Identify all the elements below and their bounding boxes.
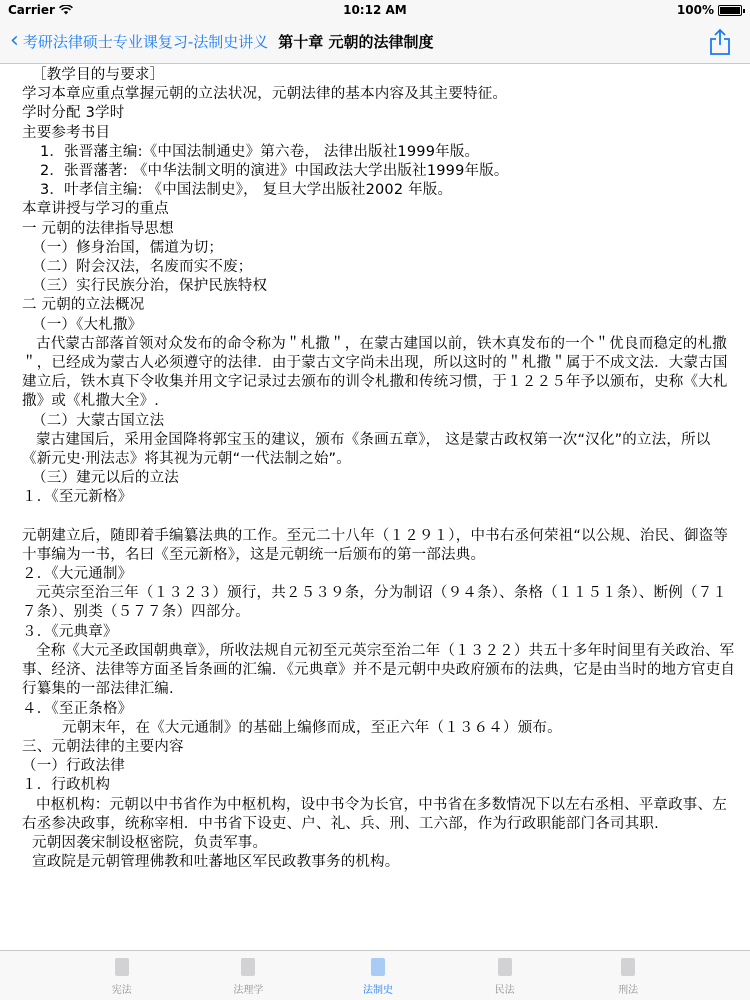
- text-line: １．《至元新格》: [22, 489, 133, 506]
- text-line: 元朝末年，在《大元通制》的基础上编修而成，至正六年（１３６４）颁布。: [62, 719, 562, 736]
- text-line: １．行政机构: [22, 777, 111, 794]
- tab-label: 法理学: [233, 985, 264, 996]
- tab-criminal-law[interactable]: [616, 955, 640, 1000]
- tab-civil-law[interactable]: [493, 955, 517, 1000]
- tab-constitution[interactable]: [110, 955, 134, 1000]
- back-button-label: 考研法律硕士专业课复习-法制史讲义: [22, 33, 269, 51]
- share-icon[interactable]: [708, 28, 732, 56]
- tab-label: 宪法: [111, 985, 132, 996]
- tab-jurisprudence[interactable]: [233, 955, 263, 1000]
- text-paragraph: 蒙古建国后，采用金国降将郭宝玉的建议，颁布《条画五章》， 这是蒙古政权第一次“汉化”的立法，所以《新元史·刑法志》将其视为元朝“一代法制之始”。: [22, 431, 711, 468]
- book-icon: [110, 955, 134, 979]
- battery-fill: [720, 7, 740, 14]
- status-right: [677, 3, 742, 17]
- text-line: ４．《至正条格》: [22, 700, 133, 717]
- status-time: 10:12 AM: [343, 3, 407, 17]
- text-line: 1．张晋藩主编:《中国法制通史》第六卷， 法律出版社1999年版。: [40, 143, 480, 160]
- tab-label: 刑法: [618, 985, 639, 996]
- book-icon: [616, 955, 640, 979]
- text-line: （一）修身治国，儒道为切；: [32, 239, 224, 256]
- text-line: 二 元朝的立法概况: [22, 297, 145, 314]
- battery-icon: [718, 5, 742, 16]
- text-line: （二）附会汉法，名废而实不废；: [32, 259, 253, 276]
- text-line: 三、元朝法律的主要内容: [22, 738, 184, 755]
- text-line: ［教学目的与要求］: [32, 67, 165, 83]
- chevron-left-icon: ‹: [10, 27, 19, 53]
- text-line: 2．张晋藩著: 《中华法制文明的演进》中国政法大学出版社1999年版。: [40, 163, 509, 180]
- text-line: 本章讲授与学习的重点: [22, 201, 169, 218]
- tab-legal-history[interactable]: [363, 955, 393, 1000]
- text-line: 3．叶孝信主编: 《中国法制史》， 复旦大学出版社2002 年版。: [40, 182, 453, 199]
- text-line: 主要参考书目: [22, 124, 111, 141]
- text-paragraph: 元朝建立后，随即着手编纂法典的工作。至元二十八年（１２９１），中书右丞何荣祖“以公规、治民、御盗等十事编为一书，名曰《至元新格》，这是元朝统一后颁布的第一部法典。: [22, 527, 729, 563]
- wifi-icon: [59, 5, 73, 15]
- text-line: （一）行政法律: [22, 758, 125, 775]
- status-left: [8, 3, 73, 17]
- spacer: [22, 508, 736, 527]
- text-paragraph: 古代蒙古部落首领对众发布的命令称为＂札撒＂，在蒙古建国以前，铁木真发布的一个＂优良而稳定的札撒＂，已经成为蒙古人必须遵守的法律．由于蒙古文字尚未出现，所以这时的＂札撒＂属于不成文法．大蒙古国建立后，铁木真下令收集并用文字记录过去颁布的训令札撒和传统习惯，于１２２５年予以颁布，史称《大札撒》或《札撒大全》.: [22, 335, 728, 410]
- page-title: 第十章 元朝的法律制度: [278, 33, 434, 51]
- tab-label: 法制史: [362, 985, 393, 996]
- tab-label: 民法: [494, 985, 515, 996]
- navigation-bar: [0, 20, 750, 64]
- status-bar: [0, 0, 750, 20]
- text-paragraph: 元英宗至治三年（１３２３）颁行，共２５３９条，分为制诏（９４条）、条格（１１５１条）、断例（７１７条）、别类（５７７条）四部分。: [22, 585, 728, 621]
- text-line: ２．《大元通制》: [22, 566, 133, 583]
- text-line: （一）《大札撒》: [32, 316, 143, 333]
- text-line: （二）大蒙古国立法: [32, 412, 165, 429]
- book-icon: [493, 955, 517, 979]
- text-line: （三）实行民族分治，保护民族特权: [32, 278, 268, 295]
- book-icon: [236, 955, 260, 979]
- text-line: 学习本章应重点掌握元朝的立法状况，元朝法律的基本内容及其主要特征。: [22, 86, 508, 103]
- text-line: （三）建元以后的立法: [32, 470, 179, 487]
- text-line: ３．《元典章》: [22, 623, 118, 640]
- text-line: 学时分配 3学时: [22, 105, 125, 122]
- text-paragraph: 全称《大元圣政国朝典章》，所收法规自元初至元英宗至治二年（１３２２）共五十多年时间里有关政治、军事、经济、法律等方面圣旨条画的汇编．《元典章》并不是元朝中央政府颁布的法典，它是由当时的地方官吏自行纂集的一部法律汇编.: [22, 642, 736, 698]
- tab-bar: [0, 950, 750, 1000]
- article-content: [0, 64, 750, 950]
- text-line: 元朝因袭宋制设枢密院，负责军事。: [32, 834, 268, 851]
- text-line: 宣政院是元朝管理佛教和吐蕃地区军民政教事务的机构。: [32, 854, 400, 871]
- book-icon: [366, 955, 390, 979]
- back-button[interactable]: [0, 27, 269, 53]
- text-paragraph: 中枢机构：元朝以中书省作为中枢机构，设中书令为长官，中书省在多数情况下以左右丞相、平章政事、左右丞参决政事，统称宰相．中书省下设吏、户、礼、兵、刑、工六部，作为行政职能部门各司其职.: [22, 796, 727, 832]
- text-line: 一 元朝的法律指导思想: [22, 220, 174, 237]
- carrier-label: Carrier: [8, 3, 55, 17]
- battery-percent: 100%: [676, 3, 714, 17]
